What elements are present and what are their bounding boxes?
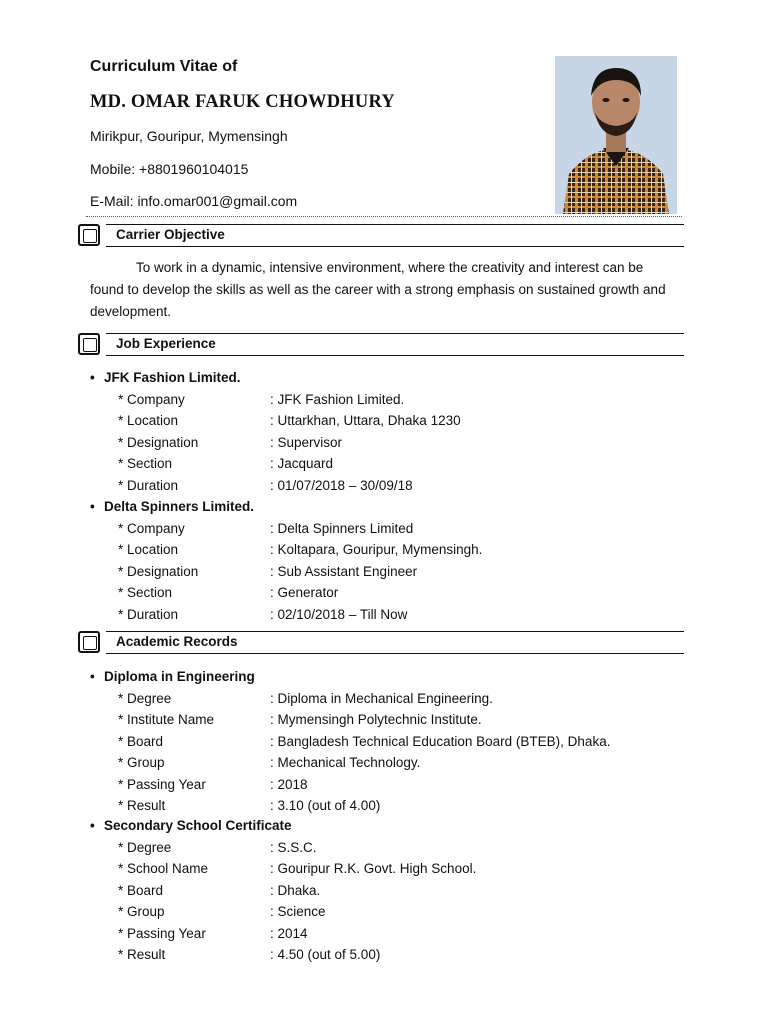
field-label: * Location <box>118 413 179 428</box>
section-box-icon <box>78 333 100 355</box>
entry-row <box>90 858 690 880</box>
entry-title: • Delta Spinners Limited. <box>90 496 690 518</box>
entry-row <box>90 604 690 626</box>
field-value: : Science <box>270 904 326 919</box>
section-header-experience <box>78 333 684 357</box>
section-rule <box>106 355 684 356</box>
field-label: * Group <box>118 904 165 919</box>
entry-row <box>90 923 690 945</box>
entry-row <box>90 561 690 583</box>
field-value: : Bangladesh Technical Education Board (BTEB), Dhaka. <box>270 733 611 749</box>
field-value: : Supervisor <box>270 434 343 450</box>
bullet-icon: • <box>90 499 95 514</box>
field-label: * School Name <box>118 861 209 876</box>
field-label: * Passing Year <box>118 776 206 792</box>
section-header-academic <box>78 631 684 655</box>
section-rule <box>106 246 684 247</box>
entry-row <box>90 432 690 454</box>
section-rule <box>106 631 684 632</box>
entry-row <box>90 539 690 561</box>
profile-photo <box>555 56 677 214</box>
entry-row <box>90 752 690 774</box>
field-value: : Delta Spinners Limited <box>270 520 414 536</box>
objective-paragraph <box>90 257 670 323</box>
candidate-name: MD. OMAR FARUK CHOWDHURY <box>90 92 395 112</box>
field-value: : Koltapara, Gouripur, Mymensingh. <box>270 542 483 557</box>
field-label: * Duration <box>118 606 179 622</box>
mobile: Mobile: +8801960104015 <box>90 161 249 177</box>
field-label: * Company <box>118 520 185 536</box>
field-value: : Uttarkhan, Uttara, Dhaka 1230 <box>270 413 461 428</box>
field-value: : Generator <box>270 585 339 600</box>
field-value: : Gouripur R.K. Govt. High School. <box>270 861 477 876</box>
bullet-icon: • <box>90 818 95 833</box>
field-label: * Company <box>118 391 185 407</box>
entry-row <box>90 901 690 923</box>
entry-row <box>90 582 690 604</box>
field-value: : 2018 <box>270 776 308 792</box>
section-header-objective <box>78 224 684 248</box>
entry-row <box>90 731 690 753</box>
academic-entry <box>90 666 690 817</box>
field-label: * Section <box>118 585 173 600</box>
field-value: : S.S.C. <box>270 839 317 855</box>
field-label: * Degree <box>118 839 172 855</box>
entry-row <box>90 518 690 540</box>
field-value: : 3.10 (out of 4.00) <box>270 798 381 813</box>
entry-title: • JFK Fashion Limited. <box>90 367 690 389</box>
entry-row <box>90 688 690 710</box>
entry-row <box>90 475 690 497</box>
field-label: * Section <box>118 456 173 471</box>
field-label: * Result <box>118 798 166 813</box>
section-title: Academic Records <box>116 634 238 649</box>
academic-entry <box>90 815 690 966</box>
cv-heading: Curriculum Vitae of <box>90 58 238 75</box>
entry-row <box>90 410 690 432</box>
entry-row <box>90 837 690 859</box>
section-rule <box>106 224 684 225</box>
field-label: * Designation <box>118 563 199 579</box>
entry-row <box>90 880 690 902</box>
entry-row <box>90 795 690 817</box>
field-value: : 01/07/2018 – 30/09/18 <box>270 477 413 493</box>
field-value: : Mechanical Technology. <box>270 755 421 770</box>
field-label: * Degree <box>118 690 172 706</box>
section-title: Job Experience <box>116 336 216 351</box>
field-value: : Mymensingh Polytechnic Institute. <box>270 712 482 727</box>
field-value: : Jacquard <box>270 456 334 471</box>
field-label: * Result <box>118 947 166 962</box>
field-value: : Sub Assistant Engineer <box>270 563 418 579</box>
bullet-icon: • <box>90 669 95 684</box>
address: Mirikpur, Gouripur, Mymensingh <box>90 128 288 144</box>
entry-row <box>90 453 690 475</box>
entry-title: • Secondary School Certificate <box>90 815 690 837</box>
bullet-icon: • <box>90 370 95 385</box>
objective-text: To work in a dynamic, intensive environment, where the creativity and interest can be found to develop the skills as well as the career with a strong emphasis on sustained growth and development. <box>90 260 666 319</box>
section-rule <box>106 653 684 654</box>
field-label: * Institute Name <box>118 712 215 727</box>
experience-entry <box>90 367 690 496</box>
section-rule <box>106 333 684 334</box>
entry-row <box>90 944 690 966</box>
entry-row <box>90 709 690 731</box>
entry-row <box>90 389 690 411</box>
section-box-icon <box>78 631 100 653</box>
section-title: Carrier Objective <box>116 227 225 242</box>
section-box-icon <box>78 224 100 246</box>
field-label: * Location <box>118 542 179 557</box>
field-value: : 02/10/2018 – Till Now <box>270 606 408 622</box>
experience-entry <box>90 496 690 625</box>
field-value: : 4.50 (out of 5.00) <box>270 947 381 962</box>
entry-title: • Diploma in Engineering <box>90 666 690 688</box>
field-label: * Duration <box>118 477 179 493</box>
field-label: * Board <box>118 733 164 749</box>
email: E-Mail: info.omar001@gmail.com <box>90 193 298 209</box>
field-label: * Passing Year <box>118 925 206 941</box>
header-divider <box>86 216 682 217</box>
field-value: : JFK Fashion Limited. <box>270 391 405 407</box>
entry-row <box>90 774 690 796</box>
field-value: : Dhaka. <box>270 882 321 898</box>
field-label: * Group <box>118 755 165 770</box>
field-value: : Diploma in Mechanical Engineering. <box>270 690 493 706</box>
field-label: * Designation <box>118 434 199 450</box>
field-value: : 2014 <box>270 925 308 941</box>
field-label: * Board <box>118 882 164 898</box>
